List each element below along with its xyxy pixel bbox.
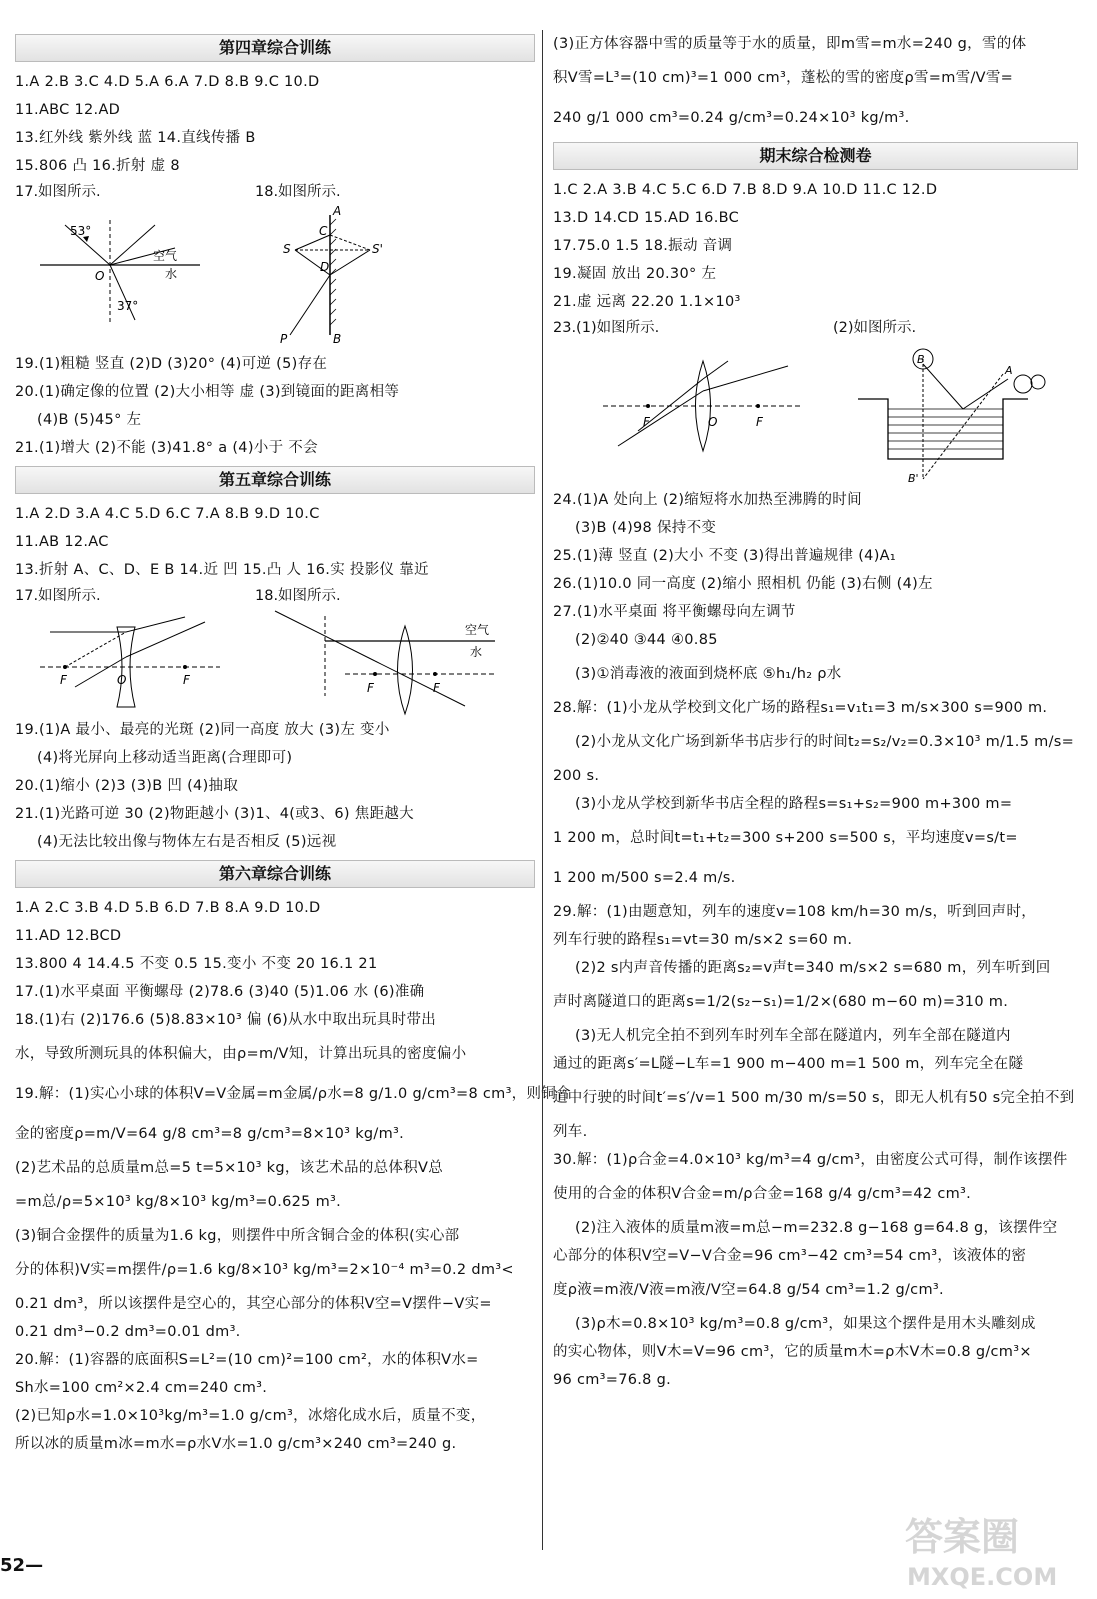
- section-title-ch4: 第四章综合训练: [15, 34, 535, 62]
- final-answers-2: [553, 486, 1078, 1394]
- svg-text:B': B': [908, 472, 919, 484]
- ch4-answers-2: [15, 350, 535, 462]
- answer-line: 20.解：(1)容器的底面积S=L²=(10 cm)²=100 cm²，水的体积V水=: [15, 1352, 479, 1368]
- svg-text:A: A: [333, 205, 342, 218]
- final-figures: [553, 316, 1078, 486]
- answer-line: 21.(1)光路可逆 30 (2)物距越小 (3)1、4(或3、6) 焦距越大: [15, 806, 414, 822]
- answer-line: 列车行驶的路程s₁=vt=30 m/s×2 s=60 m.: [553, 932, 853, 948]
- medium-label: 空气: [153, 249, 178, 263]
- answer-line: 心部分的体积V空=V−V合金=96 cm³−42 cm³=54 cm³，该液体的密: [553, 1248, 1027, 1264]
- figure-caption: 17.如图所示.: [15, 184, 101, 200]
- answer-line: 1.A 2.B 3.C 4.D 5.A 6.A 7.D 8.B 9.C 10.D: [15, 74, 320, 90]
- concave-lens-diagram: [35, 612, 225, 712]
- convex-lens-diagram: [598, 351, 808, 461]
- answer-line: 声时离隧道口的距离s=1/2(s₂−s₁)=1/2×(680 m−60 m)=310 m.: [553, 994, 1009, 1010]
- answer-line: 96 cm³=76.8 g.: [553, 1372, 672, 1388]
- answer-line: 30.解：(1)ρ合金=4.0×10³ kg/m³=4 g/cm³，由密度公式可得，制作该摆件: [553, 1152, 1068, 1168]
- svg-text:O: O: [117, 673, 127, 687]
- answer-line: 18.(1)右 (2)176.6 (5)8.83×10³ 偏 (6)从水中取出玩具时带出: [15, 1012, 437, 1028]
- answer-line: 分的体积)V实=m摆件/ρ=1.6 kg/8×10³ kg/m³=2×10⁻⁴ m³=0.2 dm³<: [15, 1262, 514, 1278]
- ch5-answers-2: [15, 716, 535, 856]
- svg-text:O: O: [708, 415, 718, 429]
- answer-line: 0.21 dm³−0.2 dm³=0.01 dm³.: [15, 1324, 241, 1340]
- answer-line: 所以冰的质量m冰=m水=ρ水V水=1.0 g/cm³×240 cm³=240 g.: [15, 1436, 457, 1452]
- continued-answer: [553, 30, 1078, 138]
- answer-line: 度ρ液=m液/V液=m液/V空=64.8 g/54 cm³=1.2 g/cm³.: [553, 1282, 944, 1298]
- section-title-final: 期末综合检测卷: [553, 142, 1078, 170]
- answer-line: 240 g/1 000 cm³=0.24 g/cm³=0.24×10³ kg/m³.: [553, 110, 910, 126]
- figure-caption: 17.如图所示.: [15, 588, 101, 604]
- answer-line: (3)ρ木=0.8×10³ kg/m³=0.8 g/cm³，如果这个摆件是用木头雕刻成: [575, 1316, 1036, 1332]
- ch4-answers: [15, 68, 535, 180]
- section-title-ch5: 第五章综合训练: [15, 466, 535, 494]
- svg-text:D: D: [320, 260, 330, 274]
- right-column: [553, 30, 1078, 1394]
- answer-line: 21.(1)增大 (2)不能 (3)41.8° a (4)小于 不会: [15, 440, 318, 456]
- answer-line: 13.折射 A、C、D、E B 14.近 凹 15.凸 人 16.实 投影仪 靠近: [15, 562, 429, 578]
- water-lens-diagram: [265, 606, 505, 716]
- answer-line: 21.虚 远离 22.20 1.1×10³: [553, 294, 741, 310]
- ch4-figures: [15, 180, 535, 350]
- svg-text:C: C: [319, 224, 328, 238]
- column-divider: [542, 30, 543, 1550]
- answer-line: (3)正方体容器中雪的质量等于水的质量，即m雪=m水=240 g，雪的体: [553, 36, 1027, 52]
- mirror-diagram: [275, 205, 395, 345]
- answer-line: 15.806 凸 16.折射 虚 8: [15, 158, 180, 174]
- answer-line: 19.(1)粗糙 竖直 (2)D (3)20° (4)可逆 (5)存在: [15, 356, 328, 372]
- svg-text:S': S': [372, 242, 383, 256]
- answer-line: 的实心物体，则V木=V=96 cm³，它的质量m木=ρ木V木=0.8 g/cm³×: [553, 1344, 1032, 1360]
- answer-line: 11.AD 12.BCD: [15, 928, 122, 944]
- answer-line: 积V雪=L³=(10 cm)³=1 000 cm³，蓬松的雪的密度ρ雪=m雪/V雪=: [553, 70, 1014, 86]
- angle-label: 37°: [117, 299, 139, 313]
- svg-text:S: S: [283, 242, 291, 256]
- pool-reflection-diagram: [853, 344, 1068, 484]
- answer-line: 20.(1)确定像的位置 (2)大小相等 虚 (3)到镜面的距离相等: [15, 384, 400, 400]
- svg-text:F: F: [183, 673, 190, 687]
- answer-line: 道中行驶的时间t′=s′/v=1 500 m/30 m/s=50 s，即无人机有50 s完全拍不到: [553, 1090, 1075, 1106]
- angle-label: 53°: [70, 224, 92, 238]
- page-number: 52—: [0, 1555, 44, 1576]
- answer-line: 19.凝固 放出 20.30° 左: [553, 266, 717, 282]
- figure-caption: 18.如图所示.: [255, 184, 341, 200]
- answer-line: 200 s.: [553, 768, 600, 784]
- answer-line: 0.21 dm³，所以该摆件是空心的，其空心部分的体积V空=V摆件−V实=: [15, 1296, 492, 1312]
- svg-text:F: F: [756, 415, 763, 429]
- answer-line: (2)2 s内声音传播的距离s₂=v声t=340 m/s×2 s=680 m，列车听到回: [575, 960, 1051, 976]
- answer-line: 20.(1)缩小 (2)3 (3)B 凹 (4)抽取: [15, 778, 239, 794]
- answer-line: 1.A 2.C 3.B 4.D 5.B 6.D 7.B 8.A 9.D 10.D: [15, 900, 321, 916]
- point-label: O: [95, 269, 105, 283]
- answer-line: 19.解：(1)实心小球的体积V=V金属=m金属/ρ水=8 g/1.0 g/cm³=8 cm³，则铜合: [15, 1086, 571, 1102]
- answer-line: 列车.: [553, 1124, 588, 1140]
- svg-text:F: F: [643, 415, 650, 429]
- answer-line: 11.AB 12.AC: [15, 534, 109, 550]
- answer-line: (2)已知ρ水=1.0×10³kg/m³=1.0 g/cm³，冰熔化成水后，质量不变，: [15, 1408, 486, 1424]
- answer-line: (4)将光屏向上移动适当距离(合理即可): [37, 750, 293, 766]
- answer-line: 19.(1)A 最小、最亮的光斑 (2)同一高度 放大 (3)左 变小: [15, 722, 390, 738]
- answer-line: 29.解：(1)由题意知，列车的速度v=108 km/h=30 m/s，听到回声时，: [553, 904, 1037, 920]
- answer-line: (3)小龙从学校到新华书店全程的路程s=s₁+s₂=900 m+300 m=: [575, 796, 1013, 812]
- answer-line: (3)B (4)98 保持不变: [575, 520, 717, 536]
- answer-line: 使用的合金的体积V合金=m/ρ合金=168 g/4 g/cm³=42 cm³.: [553, 1186, 972, 1202]
- refraction-diagram: [35, 210, 205, 330]
- figure-caption: 18.如图所示.: [255, 588, 341, 604]
- watermark-logo: [895, 1500, 1085, 1595]
- answer-line: 1 200 m，总时间t=t₁+t₂=300 s+200 s=500 s，平均速度v=s/t=: [553, 830, 1018, 846]
- answer-line: 13.800 4 14.4.5 不变 0.5 15.变小 不变 20 16.1 21: [15, 956, 378, 972]
- answer-line: (4)无法比较出像与物体左右是否相反 (5)远视: [37, 834, 337, 850]
- answer-line: (3)无人机完全拍不到列车时列车全部在隧道内，列车全部在隧道内: [575, 1028, 1011, 1044]
- section-title-ch6: 第六章综合训练: [15, 860, 535, 888]
- medium-label: 水: [165, 267, 178, 281]
- answer-line: Sh水=100 cm²×2.4 cm=240 cm³.: [15, 1380, 268, 1396]
- answer-line: (4)B (5)45° 左: [37, 412, 142, 428]
- answer-line: 金的密度ρ=m/V=64 g/8 cm³=8 g/cm³=8×10³ kg/m³.: [15, 1126, 405, 1142]
- final-answers: [553, 176, 1078, 316]
- answer-line: 通过的距离s′=L隧−L车=1 900 m−400 m=1 500 m，列车完全在隧: [553, 1056, 1024, 1072]
- answer-line: (2)注入液体的质量m液=m总−m=232.8 g−168 g=64.8 g，该摆件空: [575, 1220, 1058, 1236]
- figure-caption: (2)如图所示.: [833, 320, 917, 336]
- answer-line: (2)艺术品的总质量m总=5 t=5×10³ kg，该艺术品的总体积V总: [15, 1160, 444, 1176]
- svg-text:F: F: [60, 673, 67, 687]
- answer-line: (3)①消毒液的液面到烧杯底 ⑤h₁/h₂ ρ水: [575, 666, 842, 682]
- answer-line: 17.75.0 1.5 18.振动 音调: [553, 238, 733, 254]
- svg-text:F: F: [433, 681, 440, 695]
- ch5-figures: [15, 584, 535, 716]
- svg-text:空气: 空气: [465, 623, 490, 637]
- answer-line: =m总/ρ=5×10³ kg/8×10³ kg/m³=0.625 m³.: [15, 1194, 342, 1210]
- answer-line: 24.(1)A 处向上 (2)缩短将水加热至沸腾的时间: [553, 492, 862, 508]
- answer-line: 13.红外线 紫外线 蓝 14.直线传播 B: [15, 130, 256, 146]
- svg-text:B: B: [917, 353, 925, 366]
- answer-line: 17.(1)水平桌面 平衡螺母 (2)78.6 (3)40 (5)1.06 水 (6)准确: [15, 984, 425, 1000]
- svg-text:B: B: [333, 332, 342, 345]
- answer-line: 28.解：(1)小龙从学校到文化广场的路程s₁=v₁t₁=3 m/s×300 s=900 m.: [553, 700, 1048, 716]
- answer-line: 27.(1)水平桌面 将平衡螺母向左调节: [553, 604, 796, 620]
- answer-line: (2)②40 ③44 ④0.85: [575, 632, 718, 648]
- svg-text:P: P: [280, 332, 288, 345]
- svg-text:答案圈: 答案圈: [905, 1515, 1020, 1559]
- svg-text:F: F: [367, 681, 374, 695]
- svg-text:MXQE.COM: MXQE.COM: [907, 1563, 1058, 1591]
- answer-line: 11.ABC 12.AD: [15, 102, 121, 118]
- answer-line: (2)小龙从文化广场到新华书店步行的时间t₂=s₂/v₂=0.3×10³ m/1.5 m/s=: [575, 734, 1075, 750]
- answer-line: 水，导致所测玩具的体积偏大，由ρ=m/V知，计算出玩具的密度偏小: [15, 1046, 467, 1062]
- answer-line: 26.(1)10.0 同一高度 (2)缩小 照相机 仍能 (3)右侧 (4)左: [553, 576, 933, 592]
- answer-line: 1.C 2.A 3.B 4.C 5.C 6.D 7.B 8.D 9.A 10.D 11.C 12.D: [553, 182, 938, 198]
- answer-line: 25.(1)薄 竖直 (2)大小 不变 (3)得出普遍规律 (4)A₁: [553, 548, 896, 564]
- ch5-answers: [15, 500, 535, 584]
- svg-text:A: A: [1005, 364, 1013, 377]
- answer-line: 1.A 2.D 3.A 4.C 5.D 6.C 7.A 8.B 9.D 10.C: [15, 506, 320, 522]
- answer-line: 13.D 14.CD 15.AD 16.BC: [553, 210, 740, 226]
- answer-line: (3)铜合金摆件的质量为1.6 kg，则摆件中所含铜合金的体积(实心部: [15, 1228, 460, 1244]
- svg-text:水: 水: [470, 645, 483, 659]
- answer-line: 1 200 m/500 s=2.4 m/s.: [553, 870, 736, 886]
- figure-caption: 23.(1)如图所示.: [553, 320, 660, 336]
